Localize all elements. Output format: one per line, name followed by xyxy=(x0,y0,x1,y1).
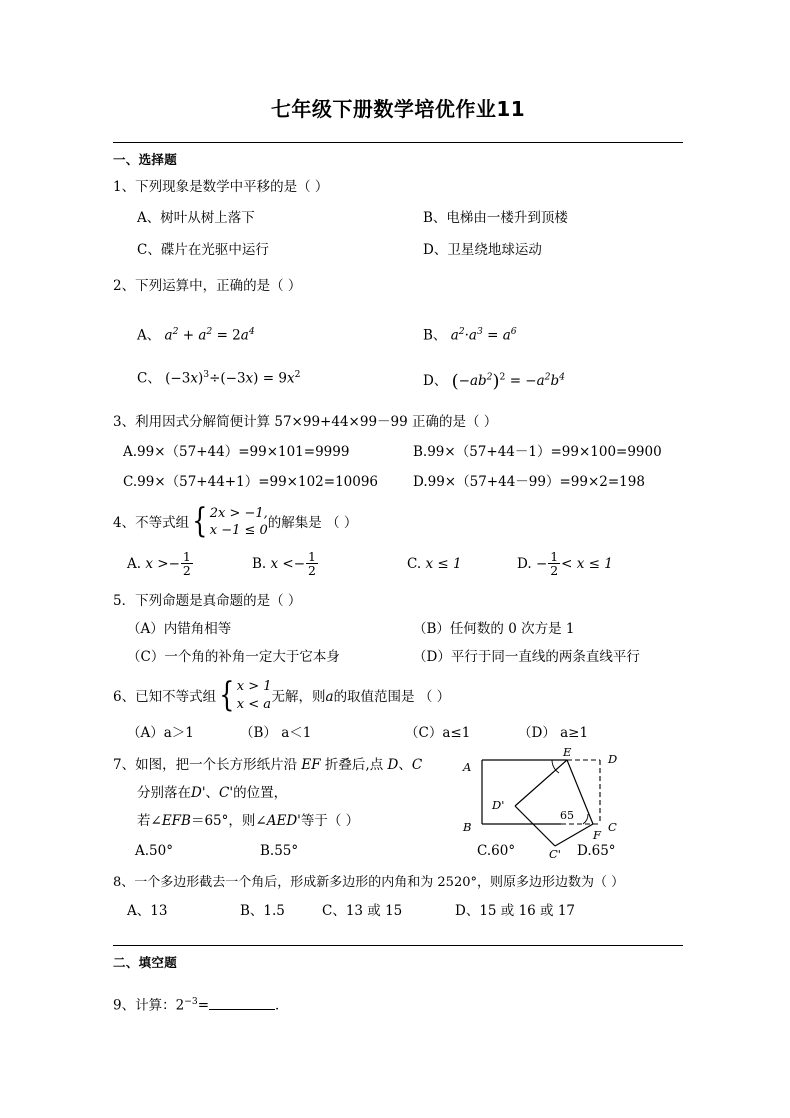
q2a-plus: + xyxy=(182,327,195,344)
q2a-base2: a xyxy=(198,327,207,344)
figure-label-D: D xyxy=(608,752,618,766)
question-4-option-d[interactable] xyxy=(517,548,613,578)
q2d-var2: a xyxy=(536,372,545,389)
q2a-eq: = xyxy=(216,327,228,344)
question-4-option-a-label: A. xyxy=(127,555,142,572)
question-6-option-b[interactable]: （B） a＜1 xyxy=(240,724,312,741)
question-4-option-d-fraction xyxy=(548,550,560,577)
q2b-base2: a xyxy=(468,327,477,344)
fold-segment-cprime-f xyxy=(555,824,593,846)
q7-line1-d: D xyxy=(387,756,399,773)
q2b-dot: · xyxy=(464,327,469,344)
q2d-minus: − xyxy=(458,372,470,389)
left-brace-icon: { xyxy=(219,675,235,716)
question-9 xyxy=(113,995,683,1016)
question-4-option-c-plain: x ≤ 1 xyxy=(425,556,462,572)
q7-line3-aed: AED' xyxy=(266,813,301,830)
question-5-options-row-1 xyxy=(113,619,683,639)
question-6-system-rows xyxy=(237,678,272,713)
q2d-lp: ( xyxy=(451,370,459,392)
question-6 xyxy=(113,675,683,742)
figure-label-C: C xyxy=(608,820,617,834)
q2b-exp3: 6 xyxy=(510,326,517,337)
q7-line2-c: 的位置， xyxy=(233,785,288,801)
page-content xyxy=(113,0,683,1015)
question-2-stem: 2、下列运算中，正确的是（ ） xyxy=(113,277,302,294)
figure-label-D-prime: D' xyxy=(492,798,505,812)
question-7-stem-line-3 xyxy=(113,811,487,831)
question-4-option-b-sign: − xyxy=(293,555,306,572)
question-7-stem-line-1 xyxy=(113,755,463,775)
question-9-pre: 9、计算：2 xyxy=(113,997,185,1013)
q2b-base1: a xyxy=(450,327,459,344)
q7-line2-a: 分别落在 xyxy=(137,785,191,801)
figure-label-B: B xyxy=(463,820,472,834)
question-3-option-c[interactable]: C.99×（57+44+1）=99×102=10096 xyxy=(123,474,379,491)
q2b-exp2: 3 xyxy=(476,326,483,337)
question-5-option-d[interactable]: （D）平行于同一直线的两条直线平行 xyxy=(413,649,640,666)
question-2-option-c[interactable] xyxy=(137,368,423,395)
q2b-eq: = xyxy=(487,327,499,344)
question-6-system xyxy=(216,675,272,716)
q2b-base3: a xyxy=(502,327,511,344)
question-1 xyxy=(113,177,683,260)
q7-line1-cc: C xyxy=(411,756,423,773)
question-2 xyxy=(113,276,683,395)
angle-arc-at-e xyxy=(552,760,559,773)
question-4-option-d-label: D. xyxy=(517,555,532,572)
q7-line2-b: 、 xyxy=(205,785,220,801)
q2c-rp: ) xyxy=(197,370,204,387)
section-heading-choice: 一、选择题 xyxy=(113,152,178,167)
question-3-option-a[interactable]: A.99×（57+44）=99×101=9999 xyxy=(123,444,350,460)
question-4-option-b-fraction xyxy=(306,550,318,577)
question-4-option-d-post: < x ≤ 1 xyxy=(561,555,613,572)
frac-den: 2 xyxy=(308,562,316,578)
angle-arc-65 xyxy=(583,814,588,824)
page-title: 七年级下册数学培优作业11 xyxy=(270,97,526,121)
q7-line1-a: 7、如图，把一个长方形纸片沿 xyxy=(113,756,302,773)
q2c-eq: = xyxy=(262,370,275,387)
q7-line3-c: 等于（ ） xyxy=(300,813,360,830)
question-4-option-b[interactable] xyxy=(252,548,407,578)
question-4-option-a-sign: − xyxy=(168,555,180,572)
q7-line1-c: 、 xyxy=(398,756,412,773)
figure-label-C-prime: C' xyxy=(549,847,561,861)
question-3 xyxy=(113,412,683,493)
question-5-option-b[interactable]: （B）任何数的 0 次方是 1 xyxy=(413,620,575,637)
question-6-stem-after-2: 的取值范围是 （ ） xyxy=(333,688,451,705)
frac-den: 2 xyxy=(550,562,559,578)
question-1-options-row-1 xyxy=(113,208,683,228)
question-7-stem-line-2 xyxy=(113,783,487,803)
frac-num: 1 xyxy=(550,548,559,564)
q2d-exp2: 2 xyxy=(499,371,506,383)
question-4-system xyxy=(189,501,268,542)
question-9-post: ． xyxy=(275,997,289,1013)
question-1-stem: 1、下列现象是数学中平移的是（ ） xyxy=(113,179,329,195)
question-8-option-a[interactable]: A、13 xyxy=(127,903,168,920)
question-2-option-d-label: D、 xyxy=(423,372,448,389)
figure-label-A: A xyxy=(463,760,472,774)
question-2-options-row-2 xyxy=(113,368,683,395)
question-1-option-a[interactable]: A、树叶从树上落下 xyxy=(137,210,255,227)
question-7-option-d[interactable]: D.65° xyxy=(577,842,616,859)
question-9-answer-blank[interactable] xyxy=(209,997,275,1010)
question-5-options-row-2 xyxy=(113,647,683,667)
question-4-options-row xyxy=(113,548,683,578)
q2c-var: x xyxy=(190,370,198,387)
question-2-options-row-1 xyxy=(113,325,683,346)
question-7-figure xyxy=(460,745,645,861)
question-6-options-row xyxy=(113,723,683,743)
question-8 xyxy=(113,873,683,922)
q2d-exp1: 2 xyxy=(486,371,493,383)
question-4-option-c-label: C. xyxy=(407,556,422,572)
question-6-system-row-1: x > 1 xyxy=(236,679,272,695)
q2c-coef: 9 xyxy=(278,370,287,387)
q7-line3-a: 若∠ xyxy=(137,813,162,830)
question-3-options-row-1 xyxy=(113,442,683,462)
question-4-system-rows xyxy=(210,505,268,540)
q2a-exp2: 2 xyxy=(206,326,213,337)
question-3-option-b[interactable]: B.99×（57+44－1）=99×100=9900 xyxy=(413,444,662,460)
question-1-options-row-2 xyxy=(113,240,683,260)
fold-segment-e-dprime xyxy=(515,760,567,806)
figure-angle-value: 65 xyxy=(560,809,574,822)
question-6-stem xyxy=(113,675,683,716)
frac-den: 2 xyxy=(182,562,191,578)
question-6-option-d[interactable]: （D） a≥1 xyxy=(518,724,589,741)
question-7-option-a[interactable]: A.50° xyxy=(135,842,173,859)
q2c-var2: x xyxy=(245,370,254,387)
fold-rectangle-diagram xyxy=(460,748,645,860)
question-4-stem-before: 4、不等式组 xyxy=(113,514,190,531)
frac-num: 1 xyxy=(308,548,316,564)
question-6-option-c[interactable]: （C）a≤1 xyxy=(405,724,471,741)
question-6-stem-after-1: 无解，则 xyxy=(271,688,326,705)
question-2-option-a-label: A、 xyxy=(137,327,161,344)
question-4 xyxy=(113,501,683,578)
q2b-exp1: 2 xyxy=(458,326,465,337)
question-5-option-a[interactable]: （A）内错角相等 xyxy=(127,620,232,637)
q2d-eq: = xyxy=(509,372,521,389)
question-4-option-a-fraction xyxy=(181,550,193,577)
question-2-option-a[interactable] xyxy=(137,325,423,346)
question-4-system-row-2: x −1 ≤ 0 xyxy=(209,523,268,539)
frac-num: 1 xyxy=(182,548,191,564)
question-6-system-row-2: x < a xyxy=(236,696,271,712)
q2c-exp2: 2 xyxy=(294,368,301,380)
question-3-option-d[interactable]: D.99×（57+44－99）=99×2=198 xyxy=(413,474,645,491)
q2c-var3: x xyxy=(286,370,295,387)
question-7-option-b[interactable]: B.55° xyxy=(260,842,299,859)
figure-label-E: E xyxy=(563,745,572,759)
question-3-stem: 3、利用因式分解简便计算 57×99+44×99－99 正确的是（ ） xyxy=(113,413,498,430)
question-8-options-row xyxy=(113,901,683,921)
question-9-equals: = xyxy=(197,997,210,1013)
question-8-option-c[interactable]: C、13 或 15 xyxy=(322,903,403,920)
question-4-stem-after: 的解集是 （ ） xyxy=(267,514,358,531)
question-4-option-a[interactable] xyxy=(127,548,252,578)
section-divider-2 xyxy=(113,945,683,946)
q7-line3-b: ＝65°，则∠ xyxy=(190,813,267,830)
question-6-stem-variable: a xyxy=(325,688,334,705)
question-5 xyxy=(113,591,683,668)
question-1-option-d[interactable]: D、卫星绕地球运动 xyxy=(423,241,542,258)
question-6-option-a[interactable]: （A）a＞1 xyxy=(127,724,194,741)
question-1-option-b[interactable]: B、电梯由一楼升到顶楼 xyxy=(423,210,568,227)
question-2-option-d[interactable] xyxy=(423,368,565,395)
question-8-option-b[interactable]: B、1.5 xyxy=(240,903,285,920)
left-brace-icon: { xyxy=(192,501,208,542)
question-8-stem: 8、一个多边形截去一个角后，形成新多边形的内角和为 2520°，则原多边形边数为（ ） xyxy=(113,874,625,890)
question-4-option-a-pre: x > xyxy=(145,555,169,572)
question-1-option-c[interactable]: C、碟片在光驱中运行 xyxy=(137,241,269,258)
q2a-coef: 2 xyxy=(232,327,241,344)
q7-line2-cprime: C' xyxy=(219,785,234,801)
q2c-div: ÷(−3 xyxy=(209,370,246,387)
question-6-stem-before: 6、已知不等式组 xyxy=(113,688,217,705)
q2c-rp2: ) xyxy=(253,370,259,387)
question-3-options-row-2 xyxy=(113,472,683,492)
question-2-option-b-label: B、 xyxy=(423,327,447,344)
question-4-option-c[interactable] xyxy=(407,554,517,574)
question-4-option-b-label: B. xyxy=(252,555,267,572)
section-divider xyxy=(113,142,683,143)
q2d-exp4: 4 xyxy=(559,371,566,383)
q2d-rp: ) xyxy=(492,370,500,392)
q2d-exp3: 2 xyxy=(544,371,551,383)
section-heading-fill: 二、填空题 xyxy=(113,954,178,970)
q2c-exp1: 3 xyxy=(203,368,210,380)
question-5-option-c[interactable]: （C）一个角的补角一定大于它本身 xyxy=(127,649,340,666)
question-4-system-row-1: 2x > −1, xyxy=(209,505,268,521)
q7-line2-dprime: D' xyxy=(191,785,206,801)
question-5-stem: 5．下列命题是真命题的是（ ） xyxy=(113,592,302,609)
q2d-var3: b xyxy=(550,372,560,389)
q2d-var1: ab xyxy=(469,372,487,389)
question-4-stem xyxy=(113,501,683,542)
q2d-neg: − xyxy=(525,372,537,389)
q2a-exp3: 4 xyxy=(248,326,255,337)
q7-line3-efb: EFB xyxy=(161,813,191,830)
q7-line1-b: 折叠后,点 xyxy=(320,756,388,773)
question-7-option-c[interactable]: C.60° xyxy=(477,842,516,859)
q2c-left: (−3 xyxy=(165,370,191,387)
figure-label-F: F xyxy=(593,828,601,842)
fold-segment-dprime-cprime xyxy=(515,806,555,846)
q2a-base3: a xyxy=(240,327,249,344)
question-4-option-d-sign: − xyxy=(535,555,548,572)
question-8-option-d[interactable]: D、15 或 16 或 17 xyxy=(455,903,576,920)
q2a-base1: a xyxy=(164,327,173,344)
q7-line1-ef: EF xyxy=(301,756,321,773)
question-2-option-c-label: C、 xyxy=(137,370,161,387)
question-2-option-b[interactable] xyxy=(423,325,517,346)
question-4-option-b-pre: x < xyxy=(270,555,294,572)
q2a-exp1: 2 xyxy=(172,326,179,337)
question-9-exponent: −3 xyxy=(184,995,198,1007)
